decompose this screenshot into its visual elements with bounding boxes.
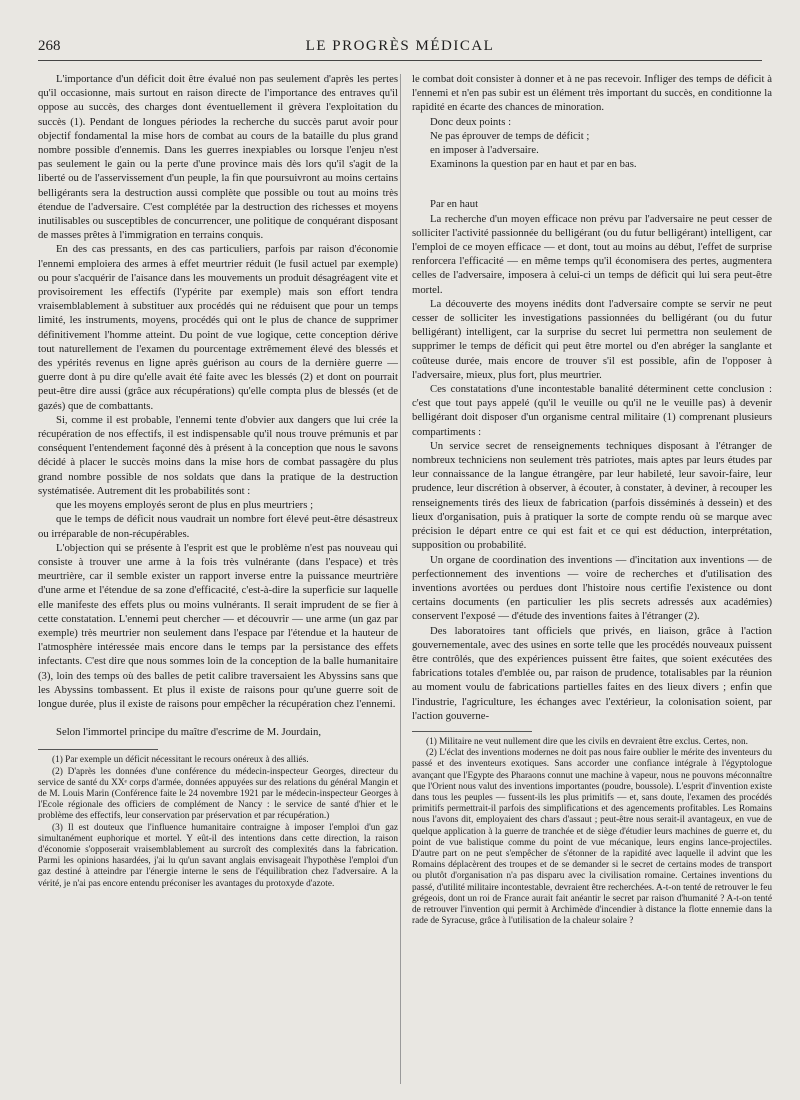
page-header [38, 38, 762, 61]
points-lead: Donc deux points : [430, 115, 512, 128]
body-paragraph: que les moyens employés seront de plus en plus meurtriers ; [56, 499, 314, 512]
footnote-divider [38, 749, 158, 750]
body-paragraph: Un organe de coordination des inventions — d'incitation aux inventions — de perfectionnement des inventions — voire de recherches et d'utilisation des inventions avortées ou perdues dont l'histoire nous certifie l'existence ou dont certains documents (en particulier les plis secrets adressés aux académies) conservent l'exposé — d'étude des inventions faites à l'étranger (2). [412, 553, 772, 623]
body-paragraph: Des laboratoires tant officiels que privés, en liaison, grâce à l'action gouvernementale, avec des usines en sorte telle que les procédés nouveaux puissent être contrôlés, que des expériences puissent être faites, que soient exécutées des fabrications totales d'emblée ou, par raison de prudence, totalisables par la réunion au moment voulu de fabrications partielles faites en des lieux divers ; enfin que l'industrie, l'agriculture, les échanges avec l'extérieur, la colonisation soient, par l'action gouverne- [412, 624, 772, 722]
footnote: (2) D'après les données d'une conférence du médecin-inspecteur Georges, directeur du service de santé du XXᵉ corps d'armée, données appuyées sur des relations du général Mangin et de M. Louis Marin (Conférence faite le 24 novembre 1921 par le médecin-inspecteur Georges à l'Ecole régionale des officiers de complément de Nancy : le service de santé d'hier et le problème des effectifs, leur conservation par préservation et par récupération.) [38, 766, 398, 822]
body-paragraph: Un service secret de renseignements techniques disposant à l'étranger de nombreux techniciens non seulement très patriotes, mais aptes par leurs études par leur connaissance de la langue étrangère, par leur habileté, leur savoir-faire, leur prudence, leur discrétion à observer, à écouter, à constater, à deviner, à recouper les renseignements tirés des lieux de fabrication (parfois disséminés à dessein) et des lieux d'organisation, puis à pratiquer la sorte de compte rendu où se marque avec précision le départ entre ce qui est fait et ce qui est déduction, interprétation, supposition ou probabilité. [412, 439, 772, 552]
point-item: Ne pas éprouver de temps de déficit ; [430, 129, 590, 142]
footnote: (1) Militaire ne veut nullement dire que les civils en devraient être exclus. Certes, non. [426, 736, 748, 747]
body-paragraph: L'importance d'un déficit doit être évalué non pas seulement d'après les pertes qu'il occasionne, mais surtout en raison directe de l'importance des entraves qu'il oppose au succès, des charges dont éventuellement il grèvera l'exploitation du succès (1). Pendant de longues périodes la recherche du succès parut avoir pour objectif fondamental la mise hors de combat au cours de la bataille du plus grand nombre possible d'ennemis. Dans les guerres inexpiables ou lorsque l'enjeu n'est pas seulement le gain ou la perte d'une province mais dès lors qu'il s'agit de la liberté ou de l'asservissement d'un peuple, la fin que poursuivront au moins certains belligérants sera la destruction aussi complète que possible ou tout au moins très étendue de l'adversaire. C'est complétée par la destruction des richesses et moyens inutilisables ou susceptibles de concurrencer, une politique de conquérant disposant de masses prêtes à l'immigration en terrains conquis. [38, 73, 398, 242]
left-footnotes [38, 755, 398, 889]
point-item: en imposer à l'adversaire. [430, 144, 539, 157]
body-paragraph: La découverte des moyens inédits dont l'adversaire compte se servir ne peut cesser de solliciter les investigations passionnées du belligérant (ou du futur belligérant) intelligent, car la surprise du secret lui permettra non seulement de supprimer le temps de déficit qui peut être mortel ou d'en abréger la sanglante et coûteuse durée, mais encore de trouver s'il est possible, afin de l'opposer à l'adversaire, mieux, plus fort, plus meurtrier. [412, 297, 772, 381]
section-heading: Par en haut [430, 198, 479, 211]
footnote-divider [412, 731, 532, 732]
footnote: (2) L'éclat des inventions modernes ne doit pas nous faire oublier le mérite des inventeurs du passé et des inventeurs exotiques. Sans accorder une confiance intégrale à l'égyptologue avançant que l'Egypte des Pharaons connut une machine à vapeur, nous ne pouvons méconnaître que l'Orient nous valut des inventions importantes (poudre, boussole). L'esprit d'invention existe dans tous les peuples — fussent-ils les plus primitifs — et, sans doute, l'examen des procédés primitifs permettrait-il parfois des simplifications et des agencements profitables. Les Romains nous l'avons dit, employaient des chars d'assaut ; peut-être nous serait-il avantageux, en vue de quelque application à la guerre de tranchée et de siège d'étudier leurs machines de guerre et, du point de vue balistique comme du point de vue mécanique, leurs engins lance-projectiles. D'autre part on ne peut s'empêcher de s'étonner de la rapidité avec laquelle il advint que les Romains déplacèrent des troupes et de se demander si le secret de certains modes de transport ou plutôt d'organisation n'a pas disparu avec la civilisation romaine. Certaines inventions du passé, d'utilité militaire incontestable, devraient être recherchées. A-t-on tenté de retrouver le feu grégeois, dont un roi de France aurait fait anéantir le secret par raison d'humanité ? A-t-on tenté de retrouver l'invention qui permit à Archimède d'incendier à distance la flotte ennemie dans la rade de Syracuse, grâce à l'utilisation de la chaleur solaire ? [412, 748, 772, 927]
body-paragraph: le combat doit consister à donner et à ne pas recevoir. Infliger des temps de déficit à l'ennemi et n'en pas subir est un élément très important du succès, en conditionne la rapidité en écarte des chances de minoration. [412, 73, 772, 114]
column-divider [400, 74, 401, 1084]
body-paragraph: En des cas pressants, en des cas particuliers, parfois par raison d'économie l'ennemi emploiera des armes à effet meurtrier réduit (le fusil actuel par exemple) ou pour s'acquérir de l'aisance dans les mouvements un produit désagréagent vite et provisoirement les effectifs (l'ypérite par exemple) mais son effort tendra vraisemblablement à substituer aux procédés qui ne réduisent que pour un temps limité, les instruments, moyens, procédés qui ont le plus de chance de supprimer définitivement l'homme atteint. Du point de vue logique, cette conception dérive tout naturellement de l'examen du pourcentage extrêmement élevé des blessés et des ypérités revenus en ligne après guérison au cours de la dernière guerre — guerre dont à pu dire qu'elle avait été faite avec les blessés (2) et dont on pourrait peut-être dire aussi (grâce aux récupérations) qu'elle compta plus de blessés (et de gazés) que de combattants. [38, 243, 398, 412]
footnote: (3) Il est douteux que l'influence humanitaire contraigne à imposer l'emploi d'un gaz simultanément euphorique et mortel. Y eût-il des intentions dans cette direction, la raison d'économie s'opposerait vraisemblablement au surcroît des complexités dans la fabrication. Parmi les opinions hasardées, j'ai lu qu'un savant anglais envisageait l'hypothèse l'emploi d'un gaz destiné à atteindre par l'énergie interne le sens de l'équilibration chez l'adversaire. A la vérité, je n'ai pas encore entendu préconiser les avantages du protoxyde d'azote. [38, 822, 398, 889]
journal-title: LE PROGRÈS MÉDICAL [305, 38, 495, 54]
page-number: 268 [38, 38, 61, 54]
right-column [412, 72, 772, 927]
footnote: (1) Par exemple un déficit nécessitant le recours onéreux à des alliés. [52, 755, 309, 766]
body-paragraph: Si, comme il est probable, l'ennemi tente d'obvier aux dangers que lui crée la récupération de nos effectifs, il est indispensable qu'il nous trouve prémunis et par conséquent l'entendement façonné dès à présent à la conception que nous le savons décidé à placer le succès moins dans la mise hors de combat passagère du plus grand nombre possible de nos soldats que dans la pratique de la destruction systématisée. Autrement dit les probabilités sont : [38, 413, 398, 497]
body-paragraph: que le temps de déficit nous vaudrait un nombre fort élevé peut-être désastreux ou irréparable de non-récupérables. [38, 513, 398, 540]
body-paragraph: Selon l'immortel principe du maître d'escrime de M. Jourdain, [56, 726, 322, 739]
left-column [38, 72, 398, 890]
body-paragraph: Examinons la question par en haut et par en bas. [430, 158, 637, 171]
body-paragraph: L'objection qui se présente à l'esprit est que le problème n'est pas nouveau qui consiste à trouver une arme à la fois très vulnérante (dans l'espace) et très meurtrière, car il semble exister un rapport inverse entre la puissance meurtrière d'une arme et l'étendue de sa zone d'efficacité, c'est-à-dire la superficie sur laquelle elle manifeste des effets plus ou moins vulnérants. Il serait imprudent de se fier à cette constatation. L'ennemi peut chercher — et découvrir — une arme (un gaz par exemple) très meurtrier non seulement dans l'espace par l'étendue et la hauteur de l'atmosphère intéressée mais encore dans le temps par la persistance des effets infectants. C'est dire que nous sommes loin de la conception de la balle humanitaire (3), loin des temps où des balles de petit calibre traversaient les Abyssins sans que les Abyssins tombassent. Et plus il existe de raisons pour qu'une guerre soit de longue durée, plus il existe de raisons pour empêcher la récupération chez l'ennemi. [38, 541, 398, 710]
body-paragraph: Ces constatations d'une incontestable banalité déterminent cette conclusion : c'est que tout pays appelé (qu'il le veuille ou qu'il ne le veuille pas) à devenir belligérant doit disposer d'un organisme central militaire (1) comprenant plusieurs compartiments : [412, 383, 772, 438]
right-footnotes [412, 737, 772, 927]
body-paragraph: La recherche d'un moyen efficace non prévu par l'adversaire ne peut cesser de solliciter l'activité passionnée du belligérant (ou du futur belligérant) intelligent, car l'emploi de ce moyen efficace — et dont, tout au moins au début, l'effet de surprise renforcera l'efficacité — en même temps qu'il économisera des pertes, augmentera celles de l'adversaire, imposera à celui-ci un temps de déficit qui lui sera peut-être mortel. [412, 212, 772, 296]
